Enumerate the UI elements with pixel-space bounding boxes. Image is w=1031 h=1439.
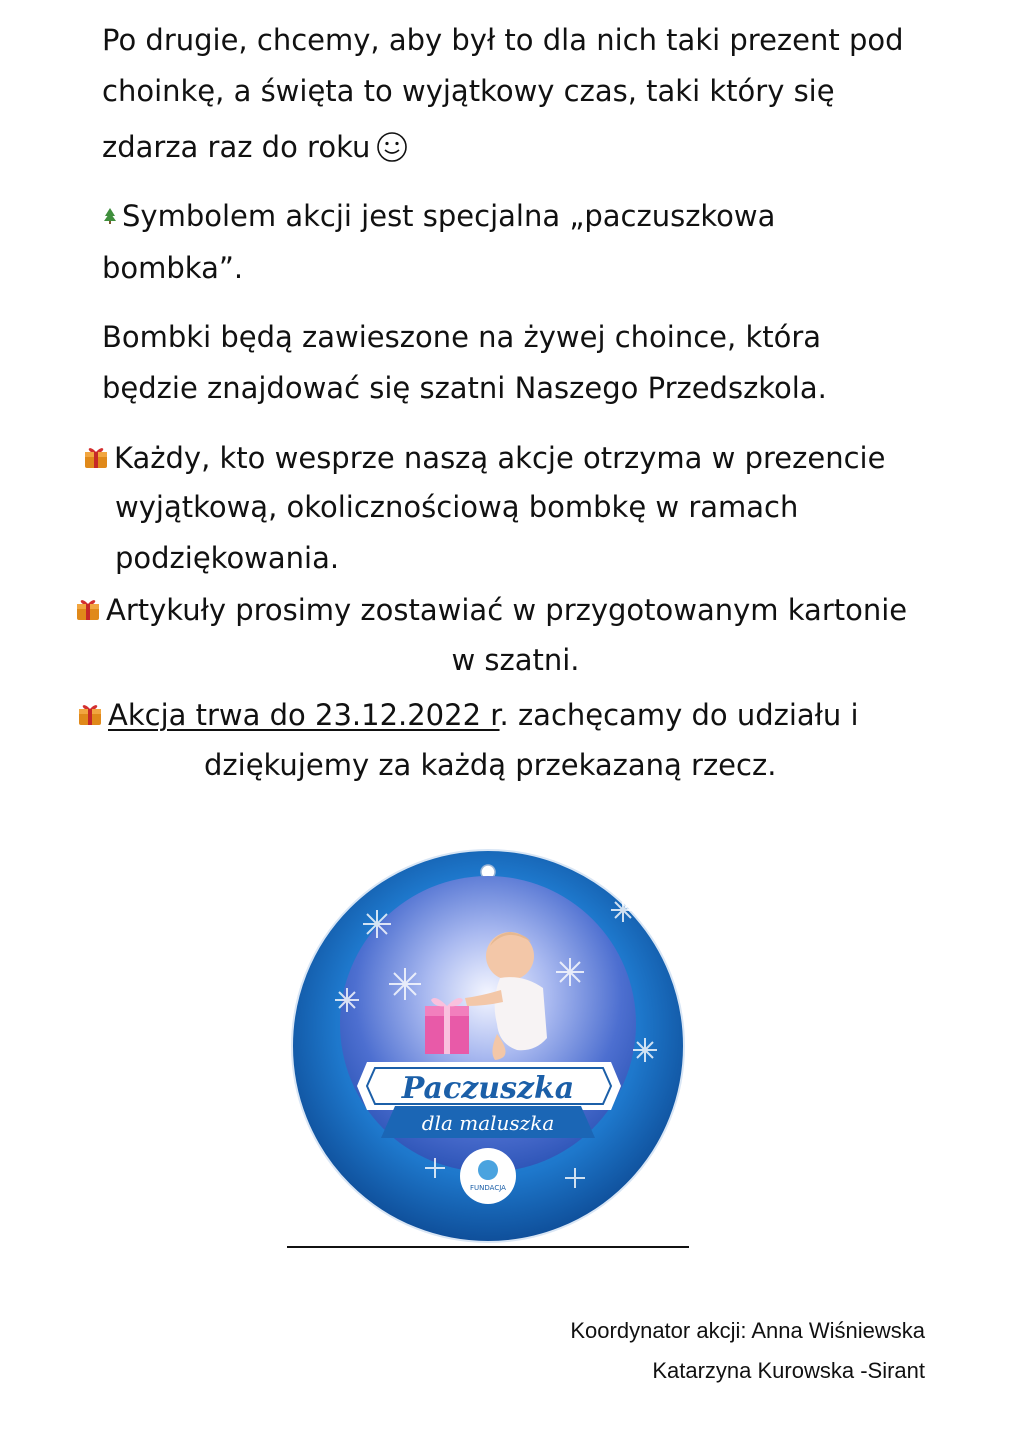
p1-line-1: Po drugie, chcemy, aby był to dla nich taki prezent pod: [102, 23, 904, 57]
gift-icon: [74, 594, 102, 622]
p5-line-1-wrap: [74, 594, 907, 625]
p4-line-3: podziękowania.: [115, 541, 340, 575]
p3-line-2: będzie znajdować się szatni Naszego Przedszkola.: [102, 371, 827, 405]
p6-line-1-rest: . zachęcamy do udziału i: [499, 698, 859, 732]
gift-icon: [82, 442, 110, 470]
p4-line-2: wyjątkową, okolicznościową bombkę w ramach: [115, 490, 799, 524]
tree-icon: [102, 202, 118, 222]
signature-line-2: Katarzyna Kurowska -Sirant: [652, 1358, 925, 1383]
bauble-image: [285, 838, 691, 1244]
p5-line-1: Artykuły prosimy zostawiać w przygotowanym kartonie: [106, 593, 908, 627]
p1-line-3-wrap: [102, 131, 408, 163]
p2-line-1-wrap: [102, 199, 776, 233]
p6-line-2: dziękujemy za każdą przekazaną rzecz.: [204, 748, 777, 782]
p5-line-2: w szatni.: [451, 643, 580, 677]
p2-line-2: bombka”.: [102, 251, 244, 285]
p2-line-1: Symbolem akcji jest specjalna „paczuszkowa: [122, 199, 776, 233]
gift-icon: [76, 699, 104, 727]
campaign-end-date: Akcja trwa do 23.12.2022 r: [108, 698, 500, 732]
p3-line-1: Bombki będą zawieszone na żywej choince, która: [102, 320, 822, 354]
foundation-logo: FUNDACJA: [470, 1184, 506, 1192]
bauble-subtitle: dla maluszka: [421, 1111, 555, 1135]
p1-line-2: choinkę, a święta to wyjątkowy czas, taki który się: [102, 74, 835, 108]
p6-line-1-wrap: [76, 699, 859, 730]
signature-line-1: Koordynator akcji: Anna Wiśniewska: [570, 1318, 925, 1343]
bauble-title: Paczuszka: [401, 1071, 575, 1106]
p4-line-1: Każdy, kto wesprze naszą akcje otrzyma w prezencie: [114, 441, 886, 475]
smiley-icon: [376, 131, 408, 163]
p4-line-1-wrap: [82, 442, 885, 473]
p1-line-3: zdarza raz do roku: [102, 130, 371, 164]
signature-divider: [287, 1246, 689, 1248]
